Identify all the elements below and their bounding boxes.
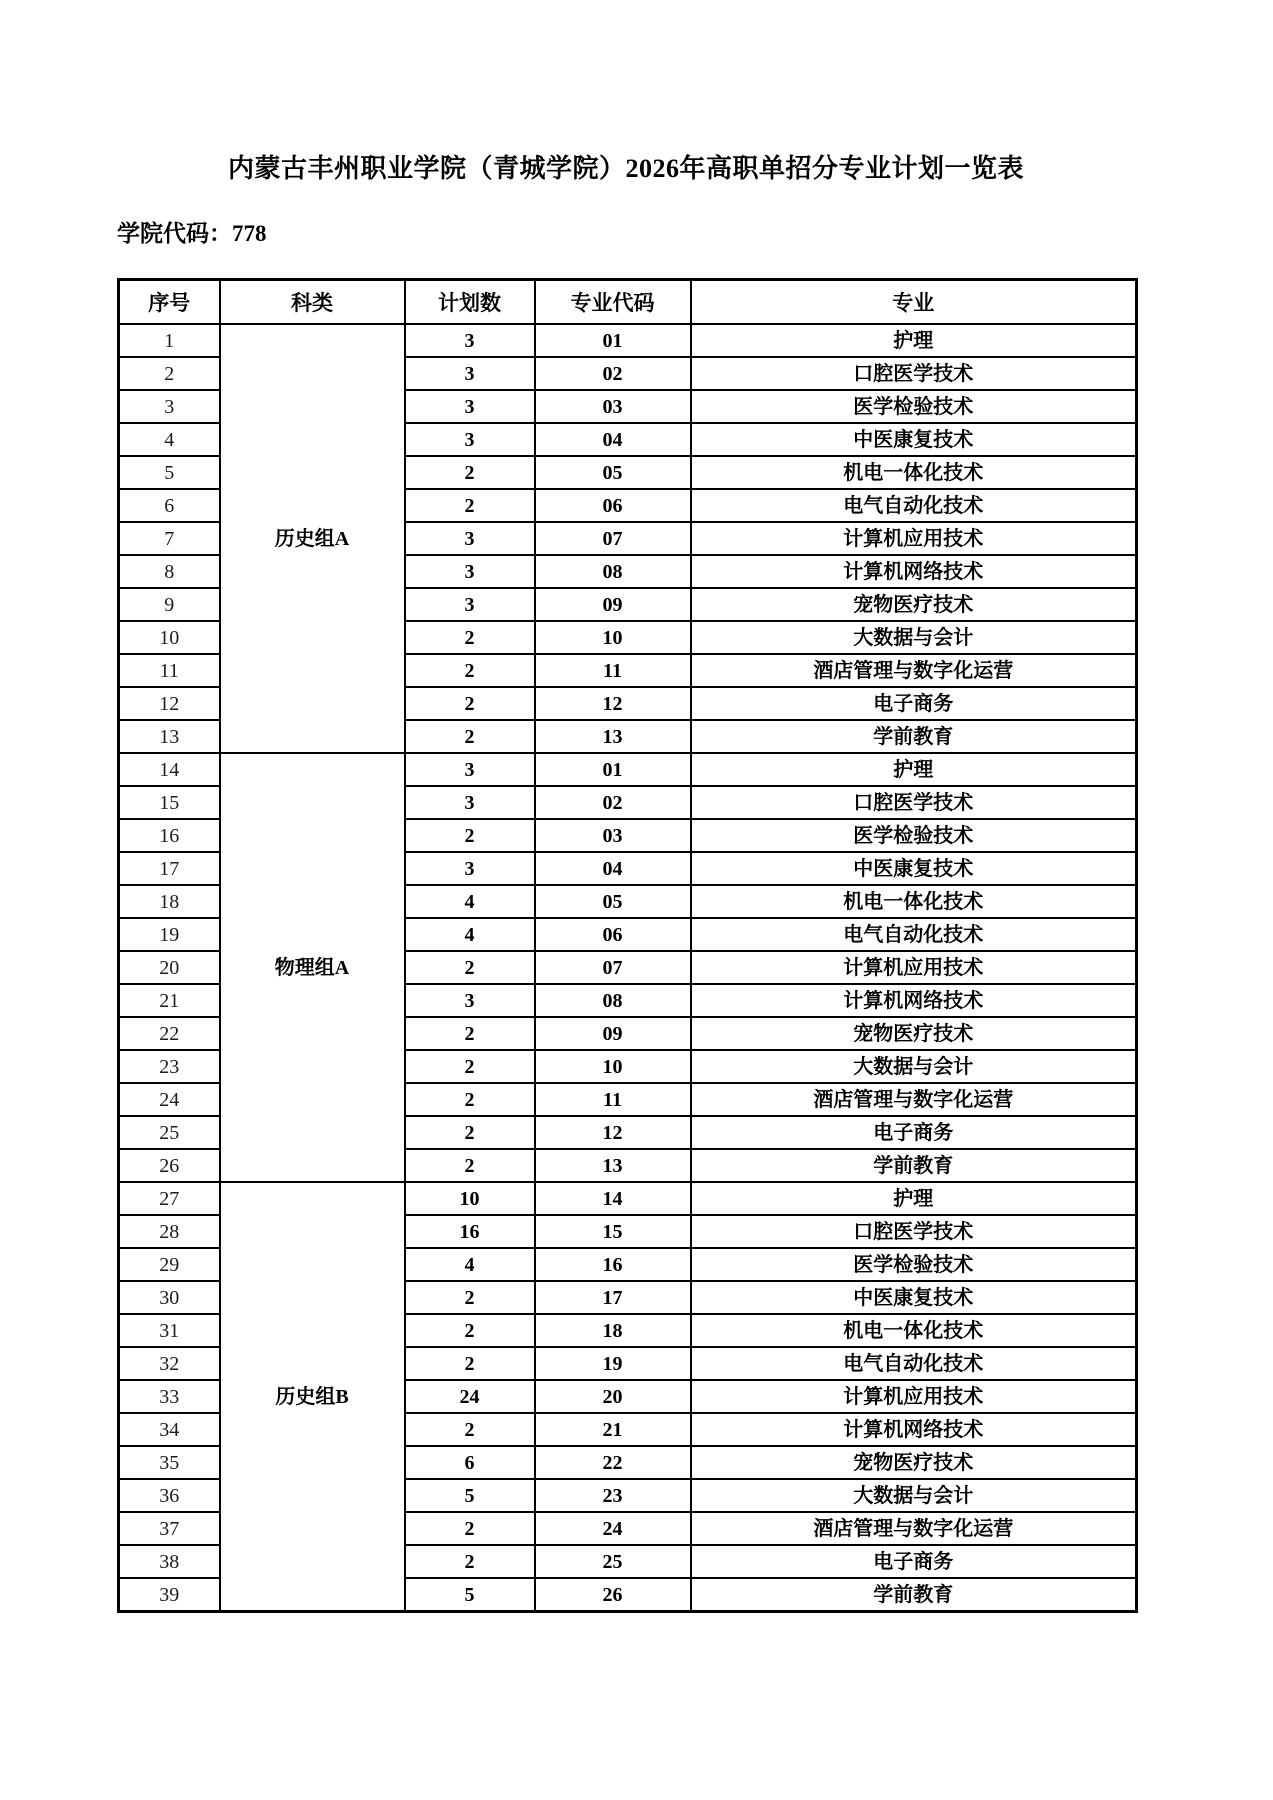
code-cell: 11 [535,1083,691,1116]
seq-cell: 28 [119,1215,220,1248]
plan-cell: 2 [405,1050,535,1083]
group-cell: 历史组A [220,324,405,753]
seq-cell: 5 [119,456,220,489]
seq-cell: 7 [119,522,220,555]
seq-cell: 29 [119,1248,220,1281]
code-cell: 07 [535,951,691,984]
major-cell: 中医康复技术 [691,852,1137,885]
code-cell: 11 [535,654,691,687]
plan-cell: 4 [405,1248,535,1281]
major-cell: 中医康复技术 [691,423,1137,456]
major-cell: 护理 [691,1182,1137,1215]
plan-cell: 2 [405,1281,535,1314]
seq-cell: 24 [119,1083,220,1116]
code-cell: 04 [535,423,691,456]
plan-cell: 2 [405,687,535,720]
plan-cell: 3 [405,522,535,555]
plan-cell: 3 [405,588,535,621]
code-cell: 03 [535,819,691,852]
major-cell: 电气自动化技术 [691,1347,1137,1380]
major-cell: 学前教育 [691,1149,1137,1182]
plan-cell: 24 [405,1380,535,1413]
plan-cell: 2 [405,1545,535,1578]
code-cell: 07 [535,522,691,555]
plan-cell: 3 [405,324,535,357]
major-cell: 酒店管理与数字化运营 [691,1512,1137,1545]
major-cell: 计算机网络技术 [691,555,1137,588]
table-row [119,753,1137,786]
code-cell: 06 [535,489,691,522]
major-cell: 计算机应用技术 [691,1380,1137,1413]
major-cell: 宠物医疗技术 [691,1017,1137,1050]
seq-cell: 30 [119,1281,220,1314]
major-cell: 护理 [691,753,1137,786]
plan-cell: 2 [405,1347,535,1380]
seq-cell: 27 [119,1182,220,1215]
plan-cell: 2 [405,1116,535,1149]
major-cell: 机电一体化技术 [691,885,1137,918]
plan-cell: 2 [405,819,535,852]
table-row [119,324,1137,357]
code-cell: 15 [535,1215,691,1248]
major-cell: 医学检验技术 [691,1248,1137,1281]
major-cell: 口腔医学技术 [691,786,1137,819]
table-row [119,1182,1137,1215]
plan-cell: 2 [405,1149,535,1182]
plan-cell: 3 [405,984,535,1017]
code-cell: 26 [535,1578,691,1612]
plan-cell: 2 [405,456,535,489]
plan-cell: 3 [405,852,535,885]
seq-cell: 34 [119,1413,220,1446]
seq-cell: 10 [119,621,220,654]
code-cell: 25 [535,1545,691,1578]
major-cell: 护理 [691,324,1137,357]
code-cell: 20 [535,1380,691,1413]
major-cell: 电气自动化技术 [691,489,1137,522]
code-cell: 05 [535,456,691,489]
plan-cell: 6 [405,1446,535,1479]
code-cell: 05 [535,885,691,918]
seq-cell: 32 [119,1347,220,1380]
enrollment-plan-table [117,278,1138,1613]
major-cell: 口腔医学技术 [691,357,1137,390]
code-cell: 13 [535,1149,691,1182]
major-cell: 宠物医疗技术 [691,1446,1137,1479]
plan-cell: 4 [405,885,535,918]
seq-cell: 12 [119,687,220,720]
plan-cell: 3 [405,390,535,423]
header-group: 科类 [220,280,405,325]
seq-cell: 9 [119,588,220,621]
seq-cell: 14 [119,753,220,786]
code-cell: 24 [535,1512,691,1545]
code-cell: 10 [535,621,691,654]
major-cell: 机电一体化技术 [691,1314,1137,1347]
major-cell: 医学检验技术 [691,390,1137,423]
code-cell: 09 [535,588,691,621]
seq-cell: 4 [119,423,220,456]
table-header-row [119,280,1137,325]
seq-cell: 15 [119,786,220,819]
plan-cell: 3 [405,423,535,456]
seq-cell: 20 [119,951,220,984]
plan-cell: 2 [405,1314,535,1347]
plan-cell: 5 [405,1578,535,1612]
seq-cell: 35 [119,1446,220,1479]
major-cell: 电子商务 [691,687,1137,720]
header-major: 专业 [691,280,1137,325]
code-cell: 12 [535,687,691,720]
code-cell: 01 [535,753,691,786]
college-code-label: 学院代码：778 [117,221,267,246]
seq-cell: 1 [119,324,220,357]
major-cell: 电气自动化技术 [691,918,1137,951]
document-page [117,0,1135,1613]
code-cell: 08 [535,984,691,1017]
seq-cell: 22 [119,1017,220,1050]
code-cell: 14 [535,1182,691,1215]
seq-cell: 37 [119,1512,220,1545]
code-cell: 06 [535,918,691,951]
table-body [119,324,1137,1612]
code-cell: 08 [535,555,691,588]
seq-cell: 39 [119,1578,220,1612]
code-cell: 02 [535,786,691,819]
code-cell: 01 [535,324,691,357]
plan-cell: 3 [405,786,535,819]
plan-cell: 4 [405,918,535,951]
seq-cell: 6 [119,489,220,522]
code-cell: 21 [535,1413,691,1446]
major-cell: 口腔医学技术 [691,1215,1137,1248]
code-cell: 16 [535,1248,691,1281]
plan-cell: 2 [405,1413,535,1446]
major-cell: 宠物医疗技术 [691,588,1137,621]
code-cell: 22 [535,1446,691,1479]
plan-cell: 3 [405,555,535,588]
plan-cell: 3 [405,753,535,786]
seq-cell: 21 [119,984,220,1017]
major-cell: 电子商务 [691,1116,1137,1149]
code-cell: 10 [535,1050,691,1083]
seq-cell: 11 [119,654,220,687]
major-cell: 酒店管理与数字化运营 [691,654,1137,687]
group-cell: 物理组A [220,753,405,1182]
seq-cell: 31 [119,1314,220,1347]
group-cell: 历史组B [220,1182,405,1612]
plan-cell: 16 [405,1215,535,1248]
code-cell: 13 [535,720,691,753]
major-cell: 计算机网络技术 [691,1413,1137,1446]
seq-cell: 3 [119,390,220,423]
seq-cell: 19 [119,918,220,951]
code-cell: 23 [535,1479,691,1512]
major-cell: 大数据与会计 [691,1050,1137,1083]
seq-cell: 33 [119,1380,220,1413]
code-cell: 17 [535,1281,691,1314]
seq-cell: 2 [119,357,220,390]
seq-cell: 36 [119,1479,220,1512]
major-cell: 机电一体化技术 [691,456,1137,489]
plan-cell: 2 [405,654,535,687]
code-cell: 04 [535,852,691,885]
major-cell: 计算机应用技术 [691,522,1137,555]
major-cell: 中医康复技术 [691,1281,1137,1314]
seq-cell: 17 [119,852,220,885]
seq-cell: 25 [119,1116,220,1149]
plan-cell: 2 [405,720,535,753]
seq-cell: 13 [119,720,220,753]
major-cell: 酒店管理与数字化运营 [691,1083,1137,1116]
header-code: 专业代码 [535,280,691,325]
plan-cell: 3 [405,357,535,390]
seq-cell: 38 [119,1545,220,1578]
plan-cell: 5 [405,1479,535,1512]
code-cell: 19 [535,1347,691,1380]
seq-cell: 18 [119,885,220,918]
document-title: 内蒙古丰州职业学院（青城学院）2026年高职单招分专业计划一览表 [227,154,1024,183]
header-seq: 序号 [119,280,220,325]
code-cell: 03 [535,390,691,423]
major-cell: 计算机网络技术 [691,984,1137,1017]
header-plan: 计划数 [405,280,535,325]
plan-cell: 10 [405,1182,535,1215]
seq-cell: 16 [119,819,220,852]
seq-cell: 26 [119,1149,220,1182]
code-cell: 09 [535,1017,691,1050]
seq-cell: 8 [119,555,220,588]
code-cell: 02 [535,357,691,390]
major-cell: 医学检验技术 [691,819,1137,852]
plan-cell: 2 [405,1017,535,1050]
major-cell: 学前教育 [691,720,1137,753]
code-cell: 18 [535,1314,691,1347]
plan-cell: 2 [405,489,535,522]
plan-cell: 2 [405,621,535,654]
major-cell: 大数据与会计 [691,1479,1137,1512]
major-cell: 计算机应用技术 [691,951,1137,984]
major-cell: 学前教育 [691,1578,1137,1612]
major-cell: 大数据与会计 [691,621,1137,654]
major-cell: 电子商务 [691,1545,1137,1578]
code-cell: 12 [535,1116,691,1149]
plan-cell: 2 [405,1512,535,1545]
plan-cell: 2 [405,951,535,984]
plan-cell: 2 [405,1083,535,1116]
seq-cell: 23 [119,1050,220,1083]
